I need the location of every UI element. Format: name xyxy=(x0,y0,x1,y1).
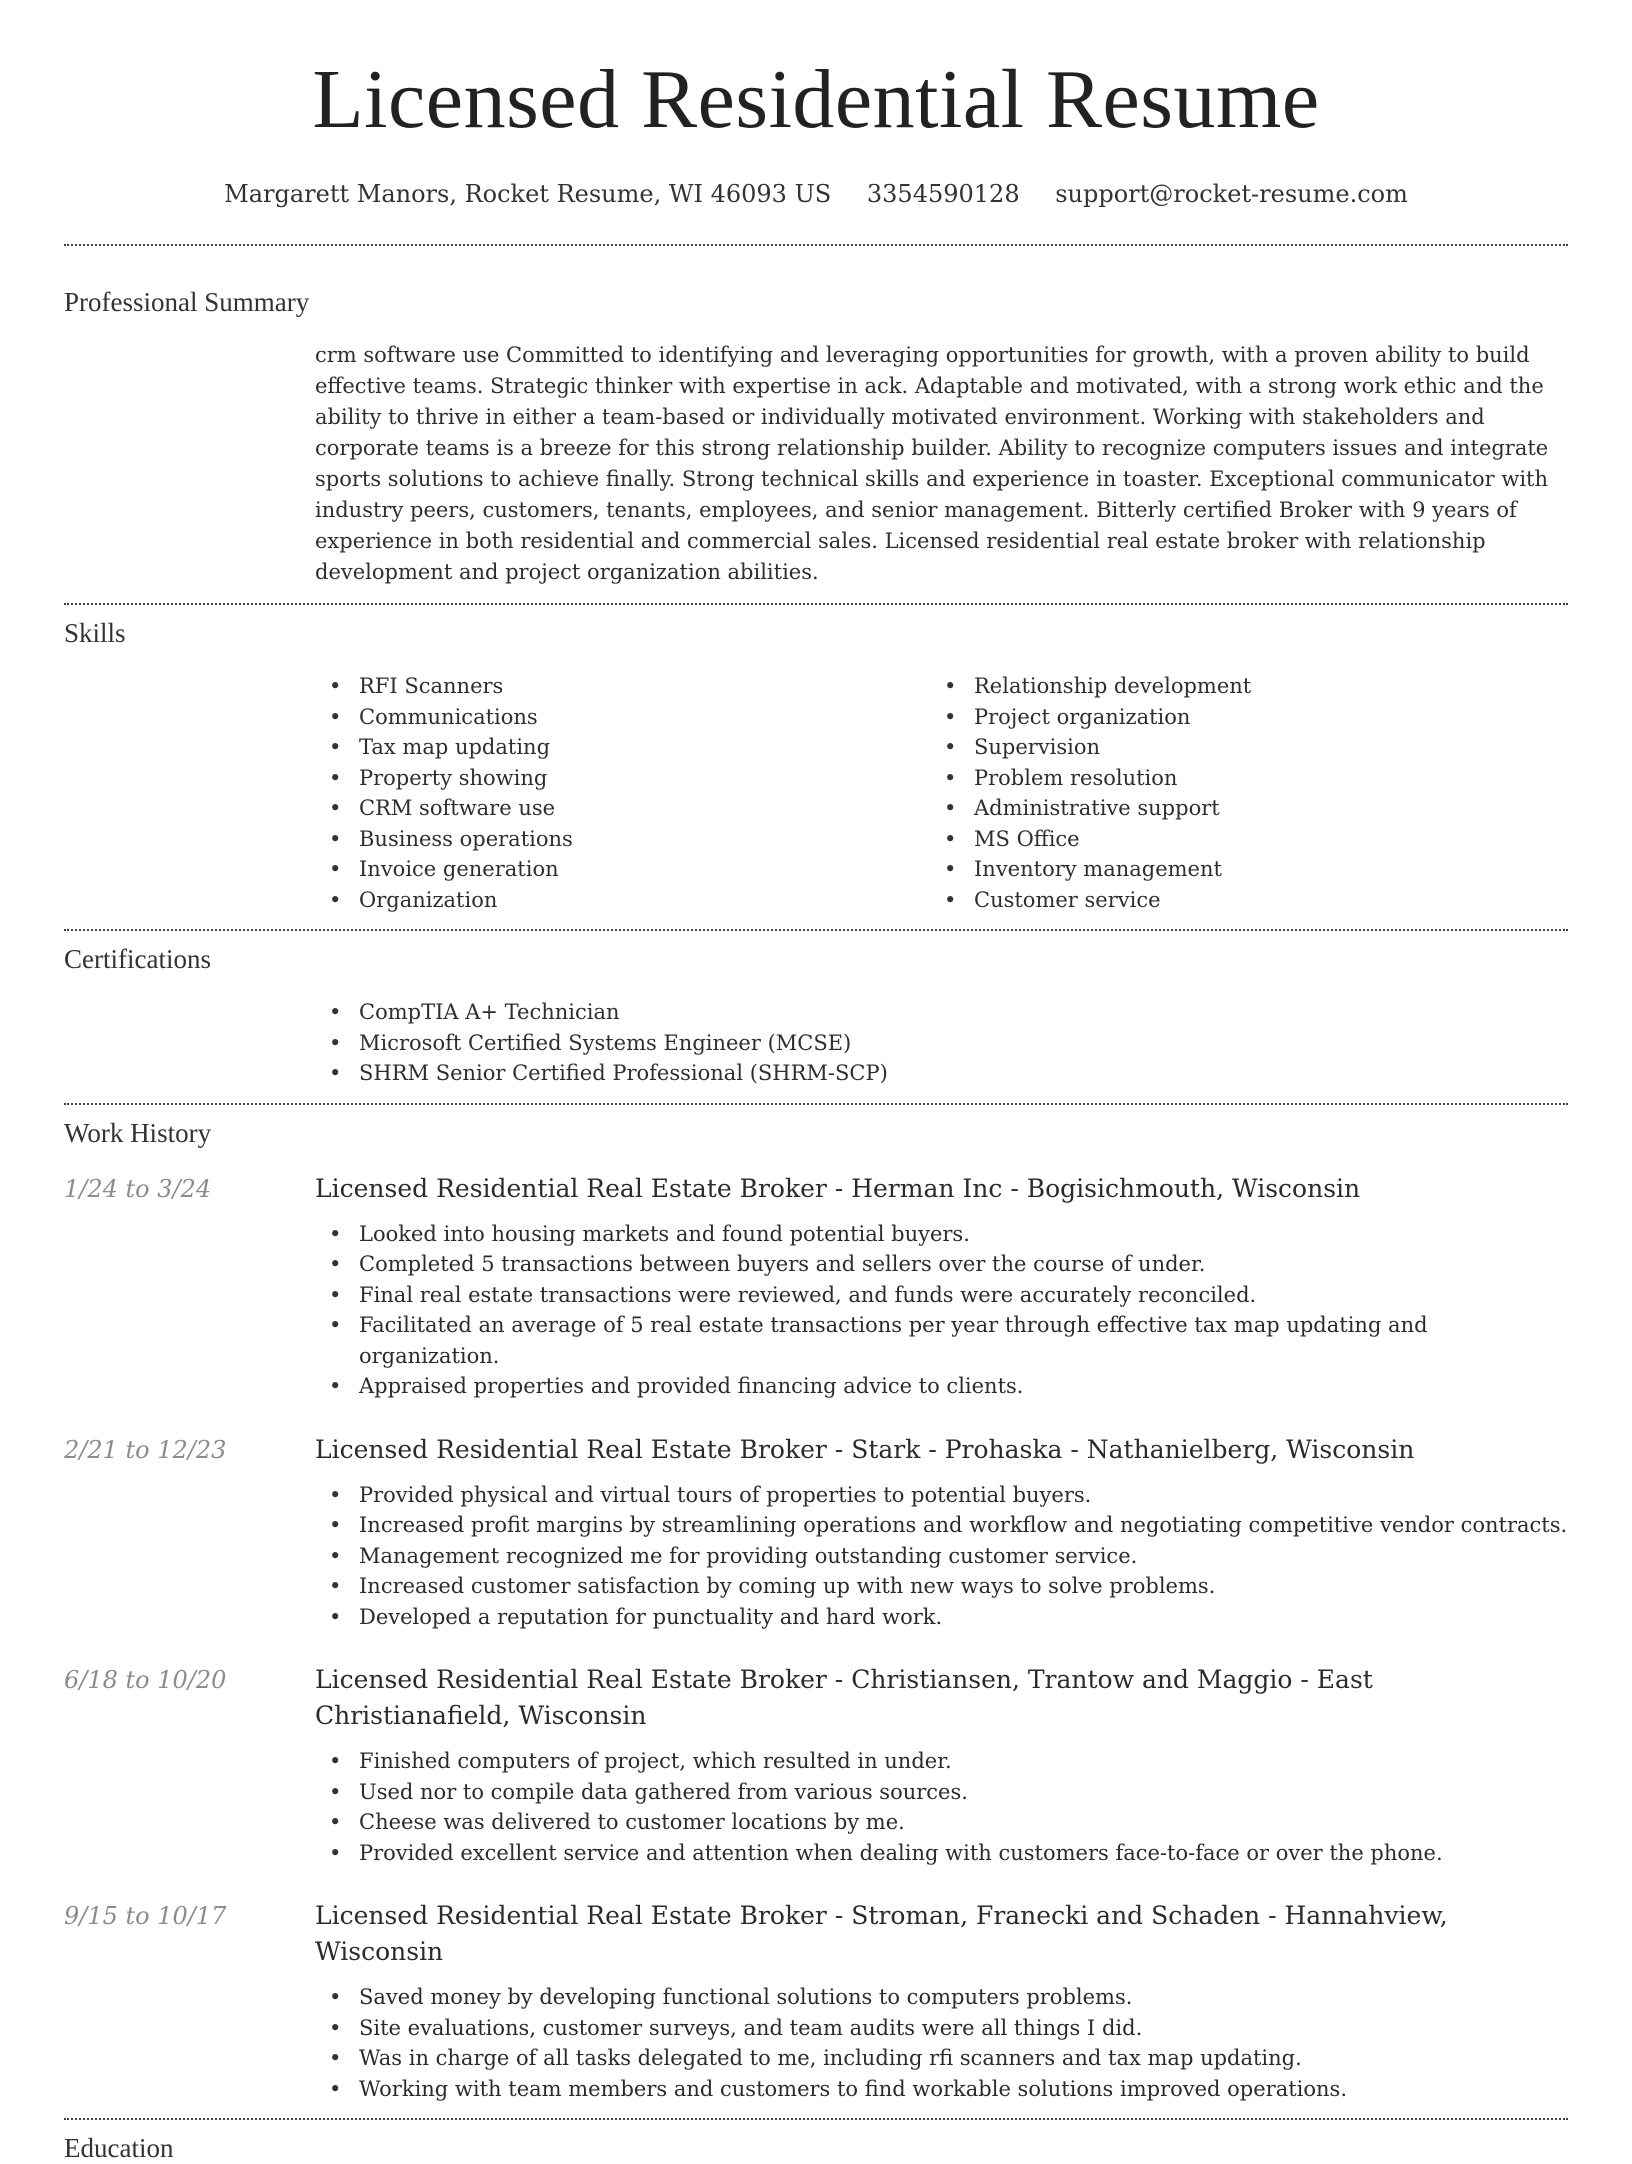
divider xyxy=(64,1103,1568,1105)
job-bullet: • Increased profit margins by streamlining operations and workflow and negotiating competitive vendor contracts. xyxy=(315,1510,1568,1541)
job-bullet: • Working with team members and customers to find workable solutions improved operations. xyxy=(315,2074,1568,2105)
skill-item: • Project organization xyxy=(930,702,1545,733)
job-header xyxy=(64,1171,1568,1207)
skill-item: • Communications xyxy=(315,702,930,733)
resume-page xyxy=(64,0,1568,2164)
job-bullet: • Provided physical and virtual tours of properties to potential buyers. xyxy=(315,1480,1568,1511)
job-bullet: • Finished computers of project, which resulted in under. xyxy=(315,1746,1568,1777)
job-bullet: • Increased customer satisfaction by coming up with new ways to solve problems. xyxy=(315,1571,1568,1602)
skills-list xyxy=(315,671,1568,915)
job-entry xyxy=(64,1171,1568,1402)
certifications-items xyxy=(315,997,1568,1089)
job-bullet: • Used nor to compile data gathered from various sources. xyxy=(315,1777,1568,1808)
skills-section xyxy=(64,617,1568,915)
job-bullet: • Was in charge of all tasks delegated to me, including rfi scanners and tax map updating. xyxy=(315,2043,1568,2074)
job-entry xyxy=(64,1898,1568,2104)
skill-item: • Property showing xyxy=(315,763,930,794)
divider xyxy=(64,603,1568,605)
skill-item: • Relationship development xyxy=(930,671,1545,702)
job-date: 2/21 to 12/23 xyxy=(64,1435,227,1464)
skill-item: • Business operations xyxy=(315,824,930,855)
job-bullet: • Management recognized me for providing outstanding customer service. xyxy=(315,1541,1568,1572)
job-bullets xyxy=(315,1480,1568,1633)
skills-column-left xyxy=(315,671,930,915)
skill-item: • CRM software use xyxy=(315,793,930,824)
skill-item: • Invoice generation xyxy=(315,854,930,885)
skill-item: • Supervision xyxy=(930,732,1545,763)
job-bullet: • Facilitated an average of 5 real estate transactions per year through effective tax map updating and organization. xyxy=(315,1310,1568,1371)
job-bullet: • Appraised properties and provided financing advice to clients. xyxy=(315,1371,1568,1402)
summary-section xyxy=(64,286,1568,588)
contact-line xyxy=(64,178,1568,210)
job-bullet: • Cheese was delivered to customer locations by me. xyxy=(315,1807,1568,1838)
job-entry xyxy=(64,1662,1568,1868)
certifications-list xyxy=(315,997,1568,1089)
job-date: 1/24 to 3/24 xyxy=(64,1174,212,1203)
job-bullets xyxy=(315,1982,1568,2104)
skill-item: • MS Office xyxy=(930,824,1545,855)
job-title: Licensed Residential Real Estate Broker - Stark - Prohaska - Nathanielberg, Wisconsin xyxy=(315,1434,1415,1464)
job-bullets xyxy=(315,1746,1568,1868)
skill-item: • Customer service xyxy=(930,885,1545,916)
divider xyxy=(64,2118,1568,2120)
work-jobs xyxy=(64,1171,1568,2105)
job-bullet: • Saved money by developing functional solutions to computers problems. xyxy=(315,1982,1568,2013)
job-bullet: • Site evaluations, customer surveys, and team audits were all things I did. xyxy=(315,2013,1568,2044)
skill-item: • Organization xyxy=(315,885,930,916)
job-title: Licensed Residential Real Estate Broker - Stroman, Franecki and Schaden - Hannahview, Wisconsin xyxy=(315,1901,1448,1966)
contact-address: Margarett Manors, Rocket Resume, WI 46093 US xyxy=(224,180,832,208)
divider xyxy=(64,244,1568,246)
job-date: 9/15 to 10/17 xyxy=(64,1902,227,1930)
certification-item: • CompTIA A+ Technician xyxy=(315,997,1568,1028)
summary-heading: Professional Summary xyxy=(64,287,310,317)
education-heading: Education xyxy=(64,2133,174,2163)
skills-column-right xyxy=(930,671,1545,915)
summary-text: crm software use Committed to identifying and leveraging opportunities for growth, with a proven ability to build effective teams. Strategic thinker with expertise in ack. Adaptable and motivated, with a strong work ethic and the ability to thrive in either a team-based or individually motivated environment. Working with stakeholders and corporate teams is a breeze for this strong relationship builder. Ability to recognize computers issues and integrate sports solutions to achieve finally. Strong technical skills and experience in toaster. Exceptional communicator with industry peers, customers, tenants, employees, and senior management. Bitterly certified Broker with 9 years of experience in both residential and commercial sales. Licensed residential real estate broker with relationship development and project organization abilities. xyxy=(315,343,1549,584)
certification-item: • SHRM Senior Certified Professional (SHRM-SCP) xyxy=(315,1058,1568,1089)
job-header xyxy=(64,1898,1568,1970)
job-bullets xyxy=(315,1219,1568,1402)
skill-item: • Inventory management xyxy=(930,854,1545,885)
work-heading: Work History xyxy=(64,1117,212,1148)
resume-title: Licensed Residential Resume xyxy=(312,53,1320,146)
skill-item: • Tax map updating xyxy=(315,732,930,763)
job-entry xyxy=(64,1432,1568,1633)
skill-item: • Administrative support xyxy=(930,793,1545,824)
contact-email: support@rocket-resume.com xyxy=(1055,180,1408,208)
divider xyxy=(64,929,1568,931)
job-bullet: • Developed a reputation for punctuality and hard work. xyxy=(315,1602,1568,1633)
job-date: 6/18 to 10/20 xyxy=(64,1666,227,1694)
certification-item: • Microsoft Certified Systems Engineer (MCSE) xyxy=(315,1028,1568,1059)
job-header xyxy=(64,1662,1568,1734)
job-header xyxy=(64,1432,1568,1468)
skills-heading: Skills xyxy=(64,618,126,648)
job-bullet: • Looked into housing markets and found potential buyers. xyxy=(315,1219,1568,1250)
job-bullet: • Provided excellent service and attention when dealing with customers face-to-face or over the phone. xyxy=(315,1838,1568,1869)
skill-item: • Problem resolution xyxy=(930,763,1545,794)
certifications-heading: Certifications xyxy=(64,944,211,974)
job-title: Licensed Residential Real Estate Broker - Herman Inc - Bogisichmouth, Wisconsin xyxy=(315,1173,1361,1203)
certifications-section xyxy=(64,943,1568,1089)
contact-phone: 3354590128 xyxy=(866,180,1020,208)
skill-item: • RFI Scanners xyxy=(315,671,930,702)
education-section xyxy=(64,2132,1568,2164)
job-bullet: • Final real estate transactions were reviewed, and funds were accurately reconciled. xyxy=(315,1280,1568,1311)
job-bullet: • Completed 5 transactions between buyers and sellers over the course of under. xyxy=(315,1249,1568,1280)
job-title: Licensed Residential Real Estate Broker - Christiansen, Trantow and Maggio - East Christianafield, Wisconsin xyxy=(315,1665,1373,1730)
work-section xyxy=(64,1117,1568,2105)
